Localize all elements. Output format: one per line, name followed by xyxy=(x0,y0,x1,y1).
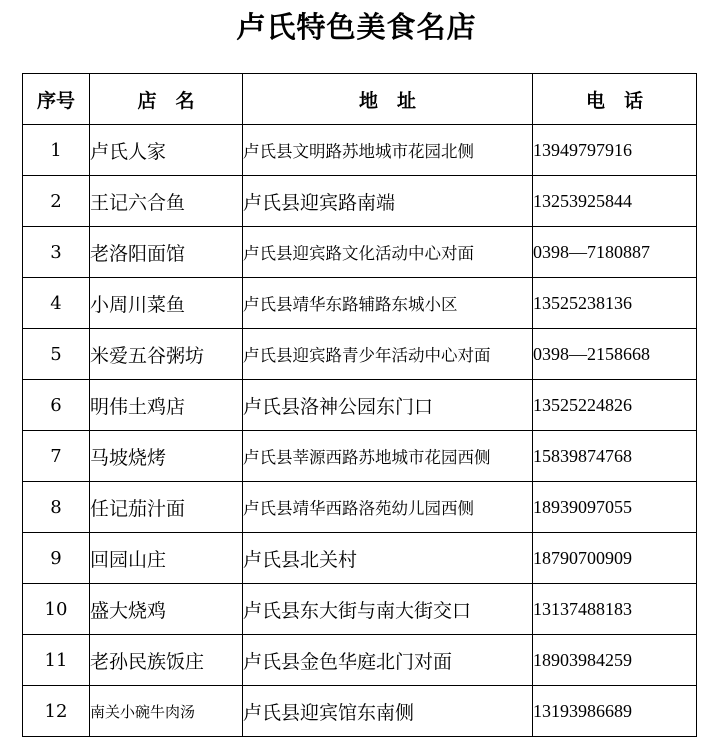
restaurant-phone: 13525238136 xyxy=(533,278,697,329)
header-index: 序号 xyxy=(23,74,90,125)
restaurant-name: 小周川菜鱼 xyxy=(90,278,243,329)
restaurant-table xyxy=(22,73,697,737)
restaurant-name: 老洛阳面馆 xyxy=(90,227,243,278)
restaurant-phone: 15839874768 xyxy=(533,431,697,482)
row-index: 8 xyxy=(23,482,90,533)
row-index: 9 xyxy=(23,533,90,584)
restaurant-address: 卢氏县北关村 xyxy=(243,533,533,584)
row-index: 11 xyxy=(23,635,90,686)
table-row xyxy=(23,482,697,533)
restaurant-address: 卢氏县东大街与南大街交口 xyxy=(243,584,533,635)
restaurant-name: 任记茄汁面 xyxy=(90,482,243,533)
restaurant-name: 米爱五谷粥坊 xyxy=(90,329,243,380)
table-row xyxy=(23,227,697,278)
page-title: 卢氏特色美食名店 xyxy=(236,10,477,44)
row-index: 2 xyxy=(23,176,90,227)
restaurant-address: 卢氏县迎宾路南端 xyxy=(243,176,533,227)
table-header-row xyxy=(23,74,697,125)
table-row xyxy=(23,431,697,482)
table-row xyxy=(23,278,697,329)
row-index: 3 xyxy=(23,227,90,278)
restaurant-address: 卢氏县靖华西路洛苑幼儿园西侧 xyxy=(243,482,533,533)
restaurant-phone: 13137488183 xyxy=(533,584,697,635)
restaurant-name: 回园山庄 xyxy=(90,533,243,584)
header-name: 店 名 xyxy=(90,74,243,125)
row-index: 1 xyxy=(23,125,90,176)
table-row xyxy=(23,329,697,380)
restaurant-name: 盛大烧鸡 xyxy=(90,584,243,635)
row-index: 12 xyxy=(23,686,90,737)
restaurant-phone: 18790700909 xyxy=(533,533,697,584)
table-row xyxy=(23,176,697,227)
row-index: 7 xyxy=(23,431,90,482)
row-index: 10 xyxy=(23,584,90,635)
restaurant-phone: 18939097055 xyxy=(533,482,697,533)
restaurant-phone: 0398—7180887 xyxy=(533,227,697,278)
restaurant-address: 卢氏县迎宾路青少年活动中心对面 xyxy=(243,329,533,380)
restaurant-address: 卢氏县洛神公园东门口 xyxy=(243,380,533,431)
restaurant-name: 南关小碗牛肉汤 xyxy=(90,686,243,737)
header-address: 地 址 xyxy=(243,74,533,125)
table-row xyxy=(23,584,697,635)
restaurant-name: 王记六合鱼 xyxy=(90,176,243,227)
restaurant-name: 卢氏人家 xyxy=(90,125,243,176)
restaurant-phone: 18903984259 xyxy=(533,635,697,686)
table-row xyxy=(23,533,697,584)
restaurant-phone: 13525224826 xyxy=(533,380,697,431)
row-index: 4 xyxy=(23,278,90,329)
restaurant-address: 卢氏县迎宾路文化活动中心对面 xyxy=(243,227,533,278)
table-row xyxy=(23,380,697,431)
restaurant-phone: 0398—2158668 xyxy=(533,329,697,380)
restaurant-address: 卢氏县迎宾馆东南侧 xyxy=(243,686,533,737)
table-row xyxy=(23,686,697,737)
row-index: 5 xyxy=(23,329,90,380)
restaurant-phone: 13253925844 xyxy=(533,176,697,227)
restaurant-address: 卢氏县靖华东路辅路东城小区 xyxy=(243,278,533,329)
table-row xyxy=(23,635,697,686)
restaurant-name: 明伟土鸡店 xyxy=(90,380,243,431)
row-index: 6 xyxy=(23,380,90,431)
restaurant-name: 马坡烧烤 xyxy=(90,431,243,482)
restaurant-phone: 13949797916 xyxy=(533,125,697,176)
restaurant-name: 老孙民族饭庄 xyxy=(90,635,243,686)
restaurant-phone: 13193986689 xyxy=(533,686,697,737)
header-phone: 电 话 xyxy=(533,74,697,125)
table-row xyxy=(23,125,697,176)
restaurant-address: 卢氏县金色华庭北门对面 xyxy=(243,635,533,686)
restaurant-address: 卢氏县莘源西路苏地城市花园西侧 xyxy=(243,431,533,482)
restaurant-address: 卢氏县文明路苏地城市花园北侧 xyxy=(243,125,533,176)
